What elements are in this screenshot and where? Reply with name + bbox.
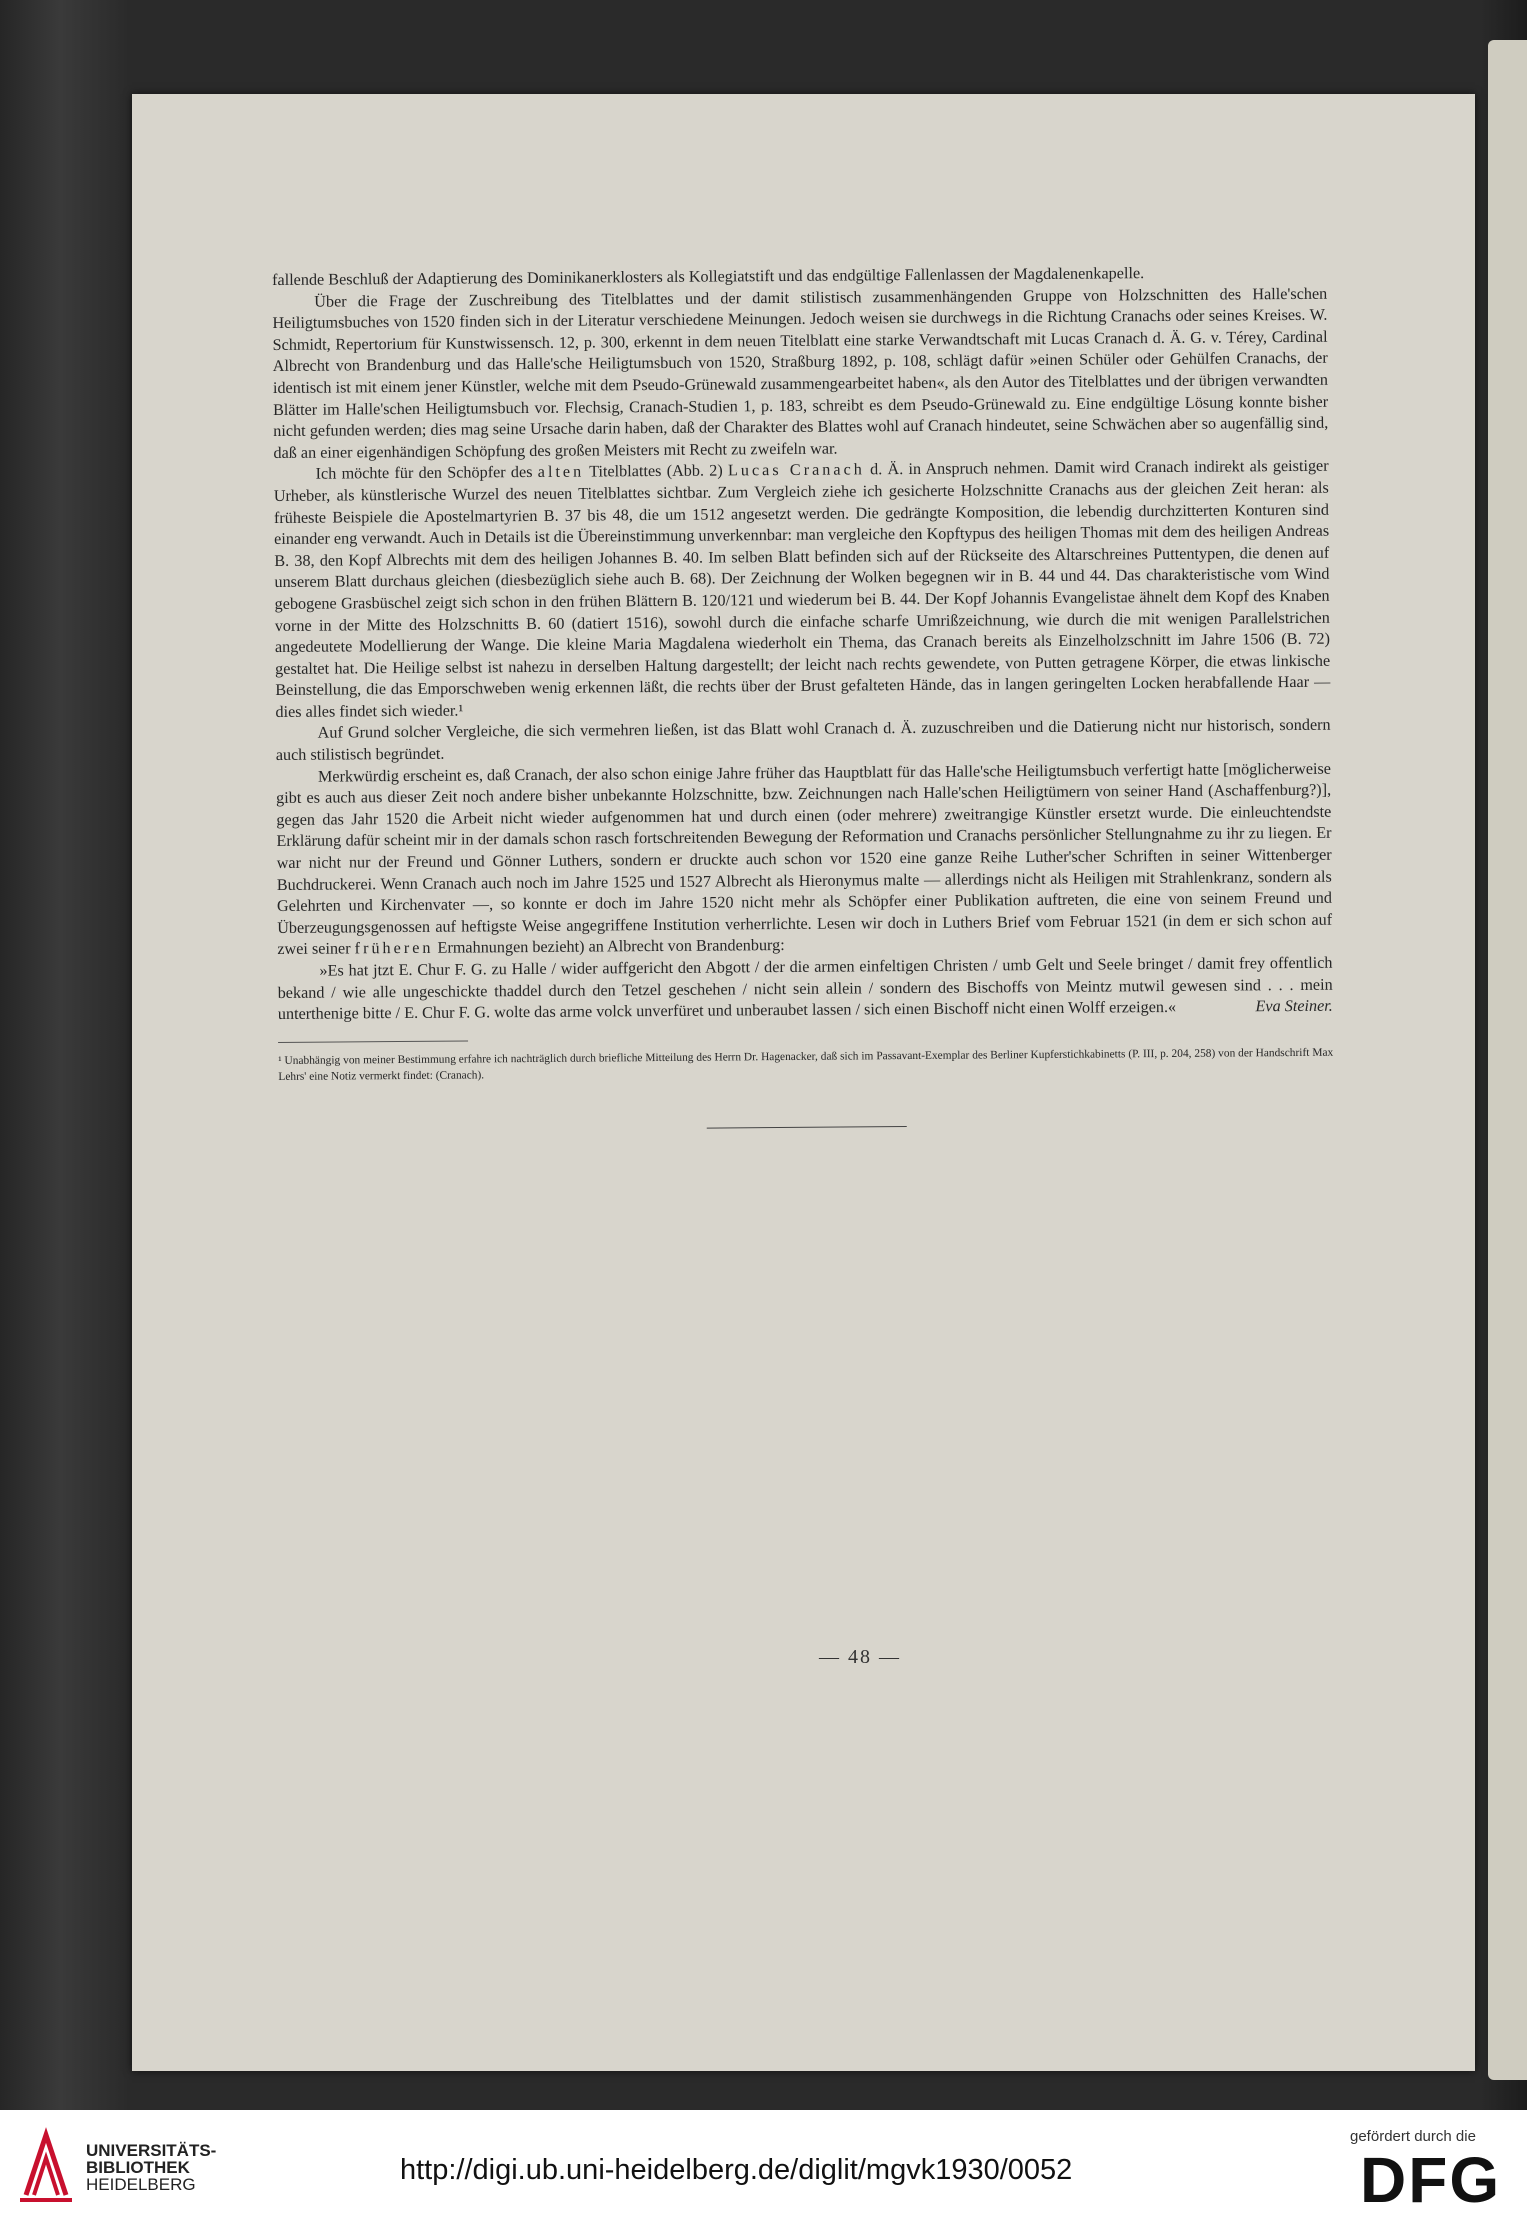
page-text	[272, 262, 1334, 1132]
paragraph: Über die Frage der Zuschreibung des Titelblattes und der damit stilistisch zusammenhängenden Gruppe von Holzschnitten des Halle'schen Heiligtumsbuches von 1520 finden sich in der Literatur verschiedene Meinungen. Jedoch weisen sie durchwegs in die Richtung Cranachs oder seines Kreises. W. Schmidt, Repertorium für Kunstwissensch. 12, p. 300, erkennt in dem neuen Titelblatt eine starke Verwandtschaft mit Lucas Cranach d. Ä. G. v. Térey, Cardinal Albrecht von Brandenburg und das Halle'sche Heiligtumsbuch von 1520, Straßburg 1892, p. 108, schlägt dafür »einen Schüler oder Gehülfen Cranachs, der identisch ist mit einem jener Künstler, welche mit dem Pseudo-Grünewald zusammengearbeitet haben«, als den Autor des Titelblattes und der übrigen verwandten Blätter im Halle'schen Heiligtumsbuch vor. Flechsig, Cranach-Studien 1, p. 183, schreibt es dem Pseudo-Grünewald zu. Eine endgültige Lösung konnte bisher nicht gefunden werden; dies mag seine Ursache darin haben, daß der Charakter des Blattes wohl auf Cranach hindeutet, seine Schwächen aber so augenfällig sind, daß an einer eigenhändigen Schöpfung des großen Meisters mit Recht zu zweifeln war.	[272, 284, 1329, 462]
spaced-word: alten	[537, 462, 585, 482]
library-name: UNIVERSITÄTS- BIBLIOTHEK HEIDELBERG	[86, 2141, 217, 2194]
funding-label: gefördert durch die	[1350, 2128, 1476, 2145]
library-logo-icon[interactable]	[16, 2120, 76, 2210]
footnote-divider	[278, 1040, 468, 1042]
quotation: »Es hat jtzt E. Chur F. G. zu Halle / wider auffgericht den Abgott / der die armen einfeltigen Christen / umb Gelt und Seele bringet / damit frey offentlich bekand / wie alle ungeschickte thaddel durch den Tetzel geschehen / nicht sein allein / sondern des Bischoffs von Meintz mutwil gewesen sind . . . mein unterthenige bitte / E. Chur F. G. wolte das arme volck unverfüret und unberaubet lassen / sich einen Bischoff nicht einen Wolff erzeigen.« Eva Steiner.	[277, 953, 1333, 1024]
paragraph: Auf Grund solcher Vergleiche, die sich vermehren ließen, ist das Blatt wohl Cranach d. Ä. zuzuschreiben und die Datierung nicht nur historisch, sondern auch stilistisch begründet.	[275, 716, 1331, 765]
paragraph: Merkwürdig erscheint es, daß Cranach, der also schon einige Jahre früher das Hauptblatt für das Halle'sche Heiligtumsbuch verfertigt hatte [möglicherweise gibt es auch aus dieser Zeit noch andere bisher unbekannte Holzschnitte, bzw. Zeichnungen nach Halle'schen Heiligtümern von seiner Hand (Aschaffenburg?)], gegen das Jahr 1520 die Arbeit nicht wieder aufgenommen hat und durch einen (oder mehrere) zweitrangige Künstler ersetzt wurde. Die einleuchtendste Erklärung dafür scheint mir in der damals schon rasch fortschreitenden Bewegung der Reformation und Cranachs persönlicher Stellungnahme zu ihr zu liegen. Er war nicht nur der Freund und Gönner Luthers, sondern er druckte auch schon vor 1520 eine ganze Reihe Luther'scher Schriften in seiner Wittenberger Buchdruckerei. Wenn Cranach auch noch im Jahre 1525 und 1527 Albrecht als Hieronymus malte — allerdings nicht als Heiligen mit Strahlenkranz, sondern als Gelehrten und Kirchenvater —, so konnte er doch im Jahre 1520 nicht mehr als Schöpfer einer Publikation auftreten, die eine von seinem Freund und Überzeugungsgenossen auf heftigste Weise angegriffene Institution verherrlichte. Lesen wir doch in Luthers Brief vom Februar 1521 (in dem er sich schon auf zwei seiner früheren Ermahnungen bezieht) an Albrecht von Brandenburg:	[276, 759, 1333, 959]
paragraph: fallende Beschluß der Adaptierung des Dominikanerklosters als Kollegiatstift und das endgültige Fallenlassen der Magdalenenkapelle.	[272, 264, 1145, 289]
permalink-url[interactable]: http://digi.ub.uni-heidelberg.de/diglit/mgvk1930/0052	[400, 2154, 1073, 2186]
spaced-name: Lucas Cranach	[727, 460, 865, 480]
page-number: — 48 —	[819, 1646, 901, 1668]
author-signature: Eva Steiner.	[1255, 996, 1333, 1016]
spaced-word: früheren	[354, 939, 434, 958]
footnote: ¹ Unabhängig von meiner Bestimmung erfahre ich nachträglich durch briefliche Mitteilung des Herrn Dr. Hagenacker, daß sich im Passavant-Exemplar des Berliner Kupferstichkabinetts (P. III, p. 204, 258) von der Handschrift Max Lehrs' eine Notiz vermerkt findet: (Cranach).	[278, 1046, 1334, 1083]
paragraph: Ich möchte für den Schöpfer des alten Titelblattes (Abb. 2) Lucas Cranach d. Ä. in Anspruch nehmen. Damit wird Cranach indirekt als geistiger Urheber, als künstlerische Wurzel des neuen Titelblattes sichtbar. Zum Vergleich ziehe ich gesicherte Holzschnitte Cranachs aus der gleichen Zeit heran: als früheste Beispiele die Apostelmartyrien B. 37 bis 48, die um 1512 angesetzt werden. Die gedrängte Komposition, die lebendig durchzitterten Konturen sind einander eng verwandt. Auch in Details ist die Übereinstimmung unverkennbar: man vergleiche den Kopftypus des heiligen Thomas mit dem des heiligen Andreas B. 38, den Kopf Albrechts mit dem des heiligen Johannes B. 40. Im selben Blatt befinden sich auf der Rückseite des Altarschreines Puttentypen, die denen auf unserem Blatt durchaus gleichen (diesbezüglich siehe auch B. 68). Der Zeichnung der Wolken begegnen wir in B. 44 und 44. Das charakteristische vom Wind gebogene Grasbüschel zeigt sich schon in den frühen Blättern B. 120/121 und wiederum bei B. 44. Der Kopf Johannis Evangelistae ähnelt dem Kopf des Knaben vorne in der Mitte des Holzschnitts B. 60 (datiert 1516), sowohl durch die einfache scharfe Umrißzeichnung, wie durch die mit wenigen Parallelstrichen angedeutete Modellierung der Wange. Die kleine Maria Magdalena wiederholt ein Thema, das Cranach bereits als Einzelholzschnitt im Jahre 1506 (B. 72) gestaltet hat. Die Heilige selbst ist nahezu in derselben Haltung dargestellt; der leicht nach rechts gewendete, von Putten getragene Körper, die etwas linkische Beinstellung, die das Emporschweben wenig erkennen läßt, die rechts über der Brust gefalteten Hände, das in langen geringelten Locken herabfallende Haar — dies alles findet sich wieder.¹	[273, 457, 1331, 721]
adjacent-page-edge	[1488, 40, 1527, 2080]
viewer-footer	[0, 2110, 1527, 2221]
dfg-logo: DFG	[1360, 2144, 1502, 2216]
